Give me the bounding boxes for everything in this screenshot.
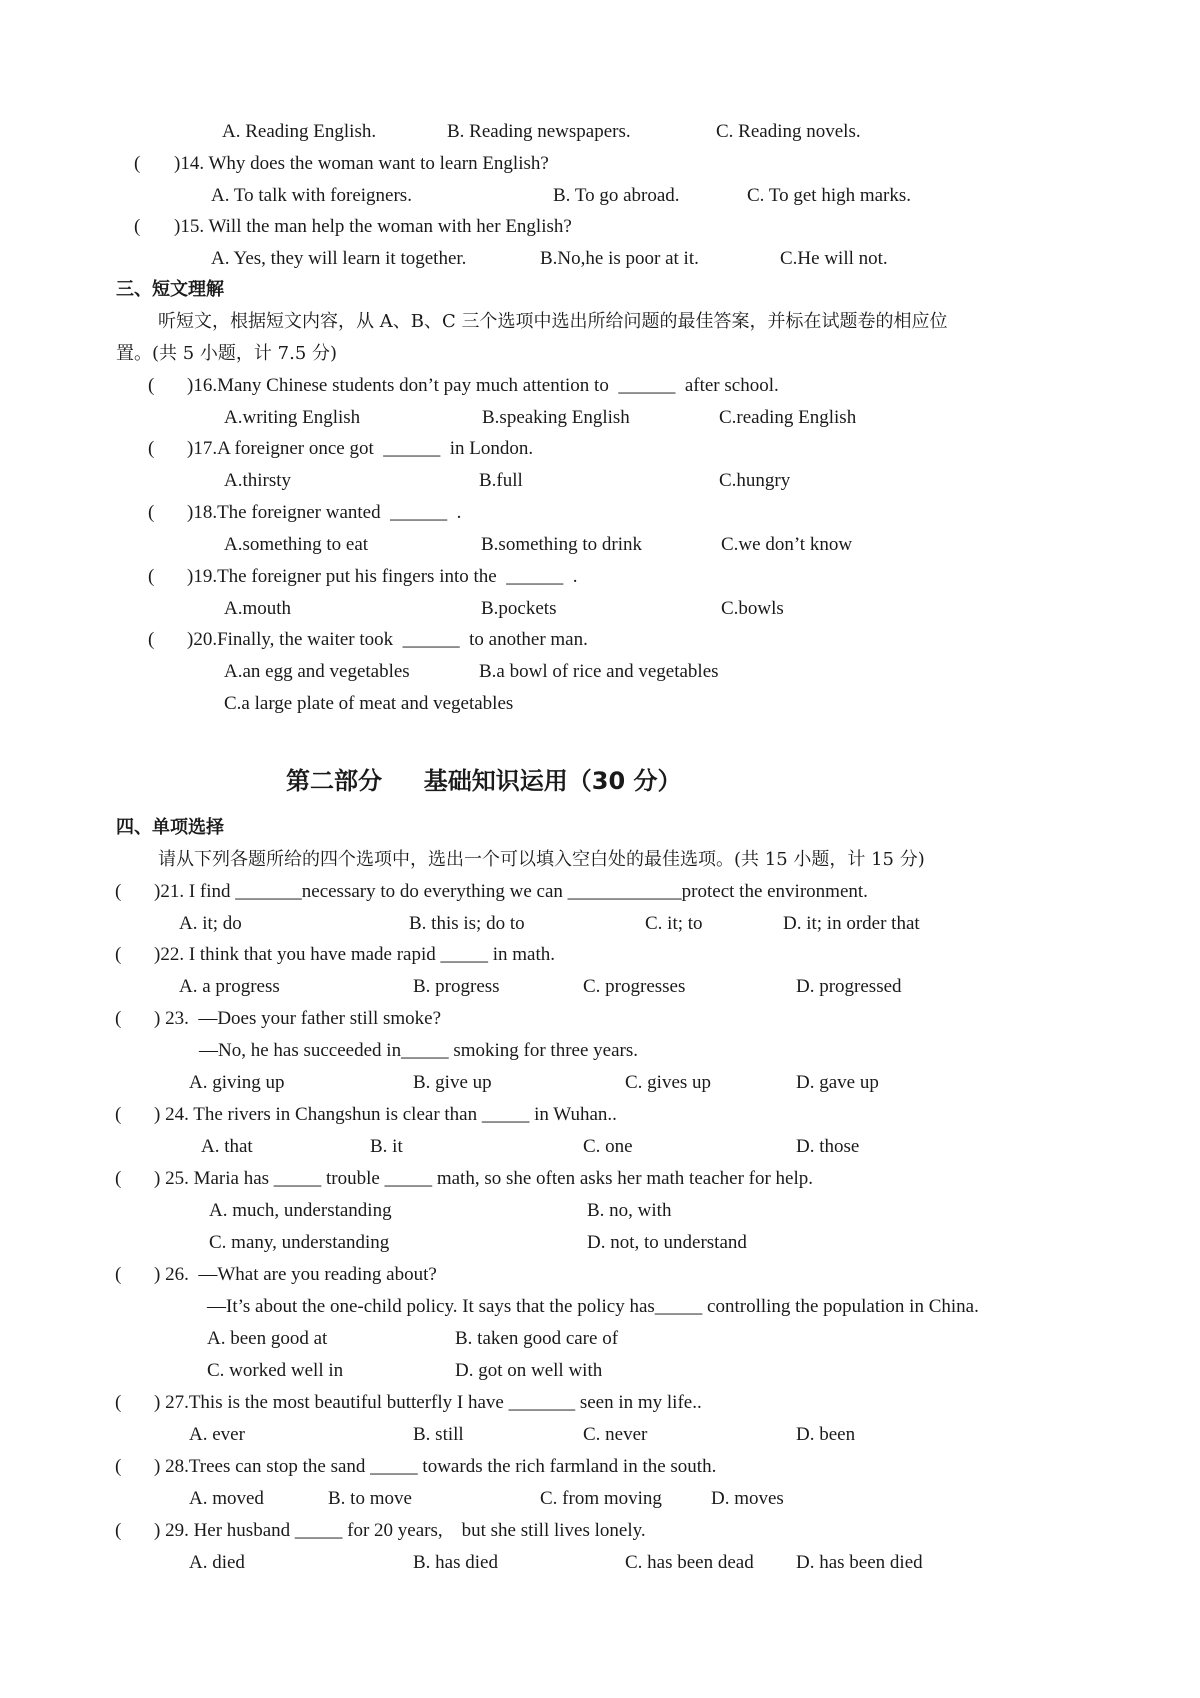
section-instructions: 请从下列各题所给的四个选项中，选出一个可以填入空白处的最佳选项。(共 15 小题，计 15 分) — [158, 849, 925, 870]
q23-stem-reply: —No, he has succeeded in_____ smoking for three years. — [199, 1040, 638, 1061]
q28-option-b: B. to move — [328, 1488, 412, 1509]
q26-stem: ) 26. —What are you reading about? — [154, 1264, 437, 1285]
q13-option-c: C. Reading novels. — [716, 121, 861, 142]
q15-option-c: C.He will not. — [780, 248, 888, 269]
q27-stem: ) 27.This is the most beautiful butterfly I have _______ seen in my life.. — [154, 1392, 702, 1413]
q26-option-b: B. taken good care of — [455, 1328, 619, 1349]
q19-option-a: A.mouth — [224, 598, 292, 619]
section-heading: 四、单项选择 — [116, 817, 224, 838]
answer-blank[interactable]: ( — [115, 1264, 122, 1285]
q16-option-b: B.speaking English — [482, 407, 630, 428]
section-instructions-cont: 置。(共 5 小题，计 7.5 分) — [116, 343, 338, 364]
q21-option-a: A. it; do — [179, 913, 242, 934]
answer-blank[interactable]: ( — [115, 1456, 122, 1477]
q26-option-c: C. worked well in — [207, 1360, 344, 1381]
q27-option-b: B. still — [413, 1424, 464, 1445]
q18-option-a: A.something to eat — [224, 534, 369, 555]
answer-blank[interactable]: ( — [115, 1392, 122, 1413]
q27-option-a: A. ever — [189, 1424, 245, 1445]
answer-blank[interactable]: ( — [148, 502, 155, 523]
q18-option-c: C.we don’t know — [721, 534, 853, 555]
q19-option-b: B.pockets — [481, 598, 557, 619]
q17-option-c: C.hungry — [719, 470, 791, 491]
q15-option-a: A. Yes, they will learn it together. — [211, 248, 467, 269]
q29-option-b: B. has died — [413, 1552, 498, 1573]
q19-option-c: C.bowls — [721, 598, 784, 619]
q19-stem: )19.The foreigner put his fingers into the ______ . — [187, 566, 578, 587]
q25-stem: ) 25. Maria has _____ trouble _____ math, so she often asks her math teacher for help. — [154, 1168, 814, 1189]
q27-option-d: D. been — [796, 1424, 856, 1445]
q25-option-d: D. not, to understand — [587, 1232, 747, 1253]
q24-option-c: C. one — [583, 1136, 633, 1157]
q28-stem: ) 28.Trees can stop the sand _____ towards the rich farmland in the south. — [154, 1456, 717, 1477]
answer-blank[interactable]: ( — [115, 1104, 122, 1125]
answer-blank[interactable]: ( — [134, 153, 141, 174]
q23-stem: ) 23. —Does your father still smoke? — [154, 1008, 442, 1029]
q21-option-d: D. it; in order that — [783, 913, 920, 934]
q21-option-b: B. this is; do to — [409, 913, 525, 934]
q24-option-a: A. that — [201, 1136, 253, 1157]
q20-stem: )20.Finally, the waiter took ______ to another man. — [187, 629, 588, 650]
q22-option-a: A. a progress — [179, 976, 280, 997]
q24-option-b: B. it — [370, 1136, 403, 1157]
q18-stem: )18.The foreigner wanted ______ . — [187, 502, 462, 523]
q20-option-c: C.a large plate of meat and vegetables — [224, 693, 514, 714]
q26-option-a: A. been good at — [207, 1328, 328, 1349]
part-title: 第二部分 基础知识运用（30 分） — [286, 767, 682, 795]
answer-blank[interactable]: ( — [148, 629, 155, 650]
answer-blank[interactable]: ( — [115, 1008, 122, 1029]
q17-stem: )17.A foreigner once got ______ in London. — [187, 438, 534, 459]
q17-option-a: A.thirsty — [224, 470, 292, 491]
answer-blank[interactable]: ( — [148, 566, 155, 587]
q15-option-b: B.No,he is poor at it. — [540, 248, 699, 269]
q25-option-a: A. much, understanding — [209, 1200, 392, 1221]
q20-option-b: B.a bowl of rice and vegetables — [479, 661, 719, 682]
q23-option-d: D. gave up — [796, 1072, 879, 1093]
q14-option-a: A. To talk with foreigners. — [211, 185, 412, 206]
section-heading: 三、短文理解 — [116, 279, 224, 300]
q22-option-b: B. progress — [413, 976, 500, 997]
q22-stem: )22. I think that you have made rapid _____ in math. — [154, 944, 556, 965]
q14-stem: )14. Why does the woman want to learn English? — [174, 153, 549, 174]
q22-option-d: D. progressed — [796, 976, 902, 997]
q25-option-c: C. many, understanding — [209, 1232, 390, 1253]
q17-option-b: B.full — [479, 470, 523, 491]
section-instructions: 听短文，根据短文内容，从 A、B、C 三个选项中选出所给问题的最佳答案，并标在试题卷的相应位 — [158, 311, 948, 332]
q29-option-d: D. has been died — [796, 1552, 923, 1573]
q20-option-a: A.an egg and vegetables — [224, 661, 410, 682]
q28-option-d: D. moves — [711, 1488, 784, 1509]
q14-option-c: C. To get high marks. — [747, 185, 912, 206]
answer-blank[interactable]: ( — [134, 216, 141, 237]
q29-option-c: C. has been dead — [625, 1552, 754, 1573]
q23-option-c: C. gives up — [625, 1072, 712, 1093]
q21-stem: )21. I find _______necessary to do everything we can ____________protect the environment. — [154, 881, 868, 902]
answer-blank[interactable]: ( — [148, 375, 155, 396]
q29-option-a: A. died — [189, 1552, 245, 1573]
q24-option-d: D. those — [796, 1136, 860, 1157]
q29-stem: ) 29. Her husband _____ for 20 years, but she still lives lonely. — [154, 1520, 646, 1541]
q22-option-c: C. progresses — [583, 976, 686, 997]
q13-option-a: A. Reading English. — [222, 121, 377, 142]
q16-option-a: A.writing English — [224, 407, 361, 428]
answer-blank[interactable]: ( — [115, 1168, 122, 1189]
answer-blank[interactable]: ( — [115, 1520, 122, 1541]
answer-blank[interactable]: ( — [115, 881, 122, 902]
q23-option-b: B. give up — [413, 1072, 492, 1093]
q28-option-c: C. from moving — [540, 1488, 662, 1509]
q15-stem: )15. Will the man help the woman with her English? — [174, 216, 572, 237]
q27-option-c: C. never — [583, 1424, 648, 1445]
q21-option-c: C. it; to — [645, 913, 703, 934]
answer-blank[interactable]: ( — [148, 438, 155, 459]
q16-stem: )16.Many Chinese students don’t pay much attention to ______ after school. — [187, 375, 779, 396]
q24-stem: ) 24. The rivers in Changshun is clear than _____ in Wuhan.. — [154, 1104, 617, 1125]
q26-stem-reply: —It’s about the one-child policy. It says that the policy has_____ controlling the population in China. — [207, 1296, 979, 1317]
answer-blank[interactable]: ( — [115, 944, 122, 965]
q26-option-d: D. got on well with — [455, 1360, 603, 1381]
q28-option-a: A. moved — [189, 1488, 264, 1509]
q18-option-b: B.something to drink — [481, 534, 642, 555]
q23-option-a: A. giving up — [189, 1072, 285, 1093]
q16-option-c: C.reading English — [719, 407, 857, 428]
q14-option-b: B. To go abroad. — [553, 185, 680, 206]
q13-option-b: B. Reading newspapers. — [447, 121, 631, 142]
q25-option-b: B. no, with — [587, 1200, 672, 1221]
